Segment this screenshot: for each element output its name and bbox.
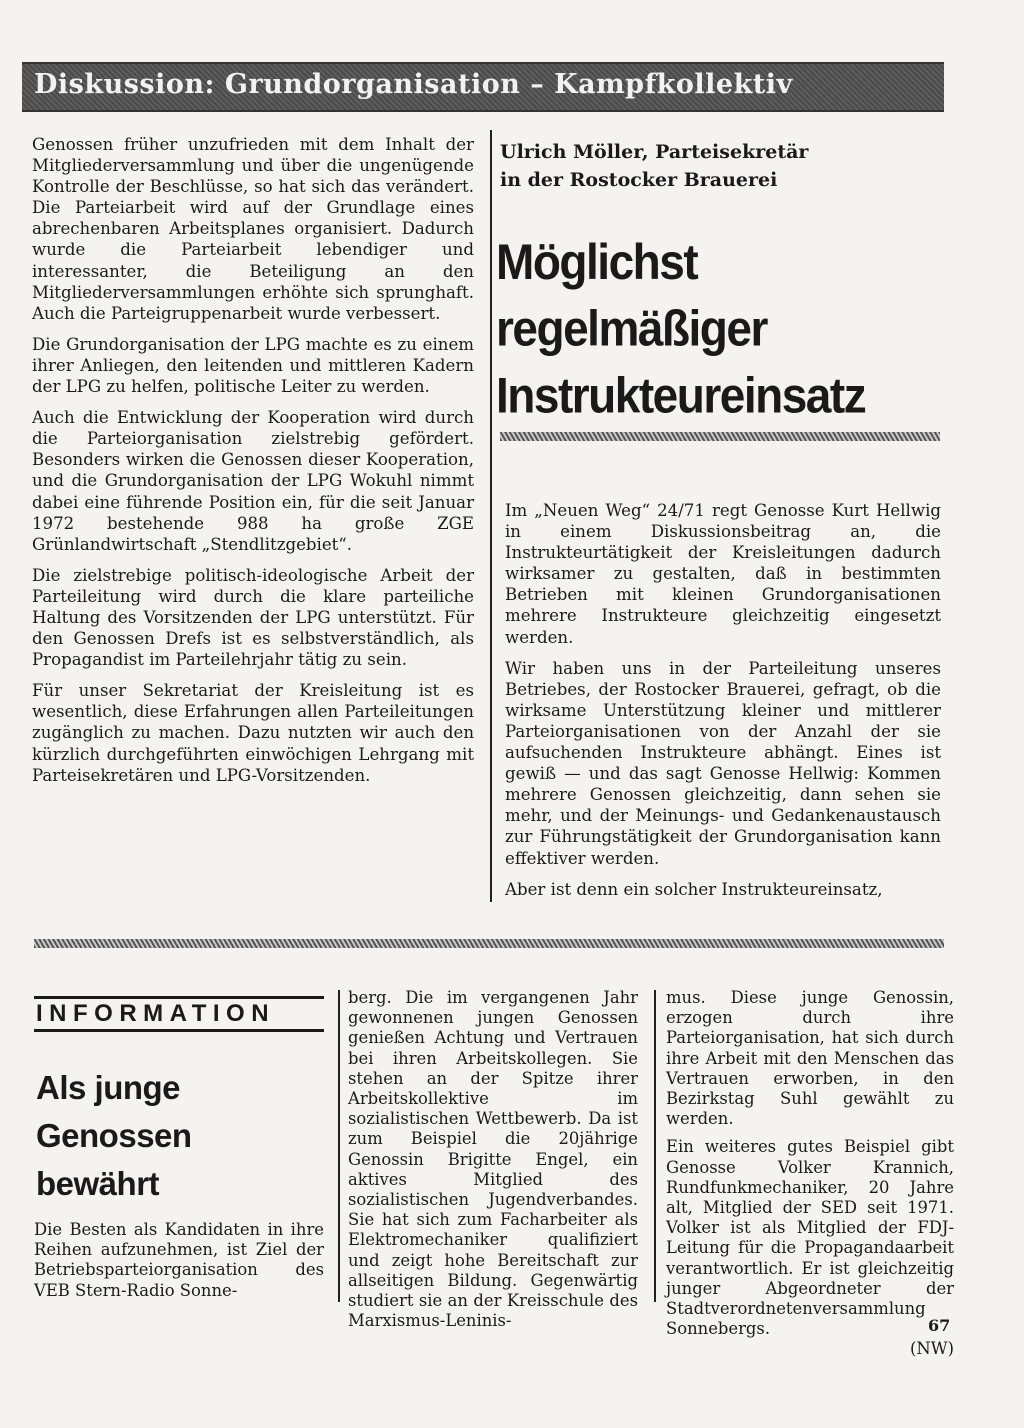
paragraph: Aber ist denn ein solcher Instrukteureinsatz,	[505, 879, 883, 899]
paragraph: Die Besten als Kandidaten in ihre Reihen aufzunehmen, ist Ziel der Betriebsparteiorganisation des VEB Stern-Radio Sonne-	[34, 1220, 324, 1300]
headline-line: Möglichst	[496, 233, 698, 290]
article-headline	[496, 228, 946, 429]
paragraph-text: Ein weiteres gutes Beispiel gibt Genosse Volker Krannich, Rundfunkmechaniker, 20 Jahre alt, Mitglied der SED seit 1971. Volker ist als Mitglied der FDJ-Leitung für die Propagandaarbeit verantwortlich. Er ist gleichzeitig junger Abgeordneter der Stadtverordnetenversammlung Sonnebergs.	[666, 1137, 954, 1339]
signature: (NW)	[910, 1339, 954, 1359]
headline-line: regelmäßiger	[496, 300, 767, 357]
author-line: in der Rostocker Brauerei	[500, 169, 778, 191]
page-number: 67	[928, 1316, 951, 1335]
column-divider	[654, 990, 656, 1302]
paragraph: Genossen früher unzufrieden mit dem Inhalt der Mitgliederversammlung und über die ungenügende Kontrolle der Beschlüsse, so hat sich das verändert. Die Parteiarbeit wird auf der Grundlage eines abrechenbaren Arbeitsplanes organisiert. Dadurch wurde die Parteiarbeit lebendiger und interessanter, die Beteiligung an den Mitgliederversammlungen erhöhte sich sprunghaft. Auch die Parteigruppenarbeit wurde verbessert.	[32, 135, 474, 323]
paragraph: Die zielstrebige politisch-ideologische Arbeit der Parteileitung wird durch die klare parteiliche Haltung des Vorsitzenden der LPG unterstützt. Für den Genossen Drefs ist es selbstverständlich, als Propagandist im Parteilehrjahr tätig zu sein.	[32, 565, 474, 670]
paragraph: Die Grundorganisation der LPG machte es zu einem ihrer Anliegen, den leitenden und mittleren Kadern der LPG zu helfen, politische Leiter zu werden.	[32, 334, 474, 397]
information-column-3	[666, 988, 954, 1360]
column-divider	[338, 990, 340, 1302]
paragraph: mus. Diese junge Genossin, erzogen durch ihre Parteiorganisation, hat sich durch ihre Arbeit mit den Menschen das Vertrauen erworben, in den Bezirkstag Suhl gewählt zu werden.	[666, 988, 954, 1129]
section-banner	[22, 62, 944, 112]
information-headline	[36, 1064, 326, 1208]
left-column-text	[32, 134, 474, 796]
headline-line: Als junge	[36, 1069, 181, 1106]
column-divider	[490, 130, 492, 902]
hatched-divider	[500, 432, 940, 441]
article-author	[500, 138, 940, 194]
paragraph: Für unser Sekretariat der Kreisleitung ist es wesentlich, diese Erfahrungen allen Parteileitungen zugänglich zu machen. Dazu nutzten wir auch den kürzlich durchgeführten einwöchigen Lehrgang mit Parteisekretären und LPG-Vorsitzenden.	[32, 681, 474, 785]
information-column-1	[34, 1220, 324, 1309]
hatched-divider	[34, 939, 944, 948]
headline-line: bewährt	[36, 1165, 160, 1202]
article-body	[505, 500, 941, 910]
paragraph: Im „Neuen Weg“ 24/71 regt Genosse Kurt Hellwig in einem Diskussionsbeitrag an, die Instrukteurtätigkeit der Kreisleitungen dadurch wirksamer zu gestalten, daß in bestimmten Betrieben mit kleinen Grundorganisationen mehrere Instrukteure gleichzeitig eingesetzt werden.	[505, 501, 941, 647]
paragraph: Wir haben uns in der Parteileitung unseres Betriebes, der Rostocker Brauerei, gefragt, ob die wirksame Unterstützung kleiner und mittlerer Parteiorganisationen von der Anzahl der sie aufsuchenden Instrukteure abhängt. Eines ist gewiß — und das sagt Genosse Hellwig: Kommen mehrere Genossen gleichzeitig, dann sehen sie mehr, und der Meinungs- und Gedankenaustausch zur Führungstätigkeit der Grundorganisation kann effektiver werden.	[505, 658, 941, 868]
author-line: Ulrich Möller, Parteisekretär	[500, 141, 809, 163]
headline-line: Genossen	[36, 1117, 192, 1154]
paragraph	[666, 1137, 954, 1359]
information-column-2	[348, 988, 638, 1339]
paragraph: Auch die Entwicklung der Kooperation wird durch die Parteiorganisation zielstrebig gefördert. Besonders wirken die Genossen dieser Kooperation, und die Grundorganisation der LPG Wokuhl nimmt dabei eine führende Position ein, für die seit Januar 1972 bestehende 988 ha große ZGE Grünlandwirtschaft „Stendlitzgebiet“.	[32, 408, 474, 554]
paragraph: berg. Die im vergangenen Jahr gewonnenen jungen Genossen genießen Achtung und Vertrauen bei ihren Arbeitskollegen. Sie stehen an der Spitze ihrer Arbeitskollektive im sozialistischen Wettbewerb. Da ist zum Beispiel die 20jährige Genossin Brigitte Engel, ein aktives Mitglied des sozialistischen Jugendverbandes. Sie hat sich zum Facharbeiter als Elektromechaniker qualifiziert und zeigt hohe Bereitschaft zur allseitigen Bildung. Gegenwärtig studiert sie an der Kreisschule des Marxismus-Leninis-	[348, 988, 638, 1331]
banner-title: Diskussion: Grundorganisation – Kampfkollektiv	[34, 69, 793, 100]
information-label: INFORMATION	[34, 996, 324, 1032]
headline-line: Instrukteureinsatz	[496, 367, 866, 424]
